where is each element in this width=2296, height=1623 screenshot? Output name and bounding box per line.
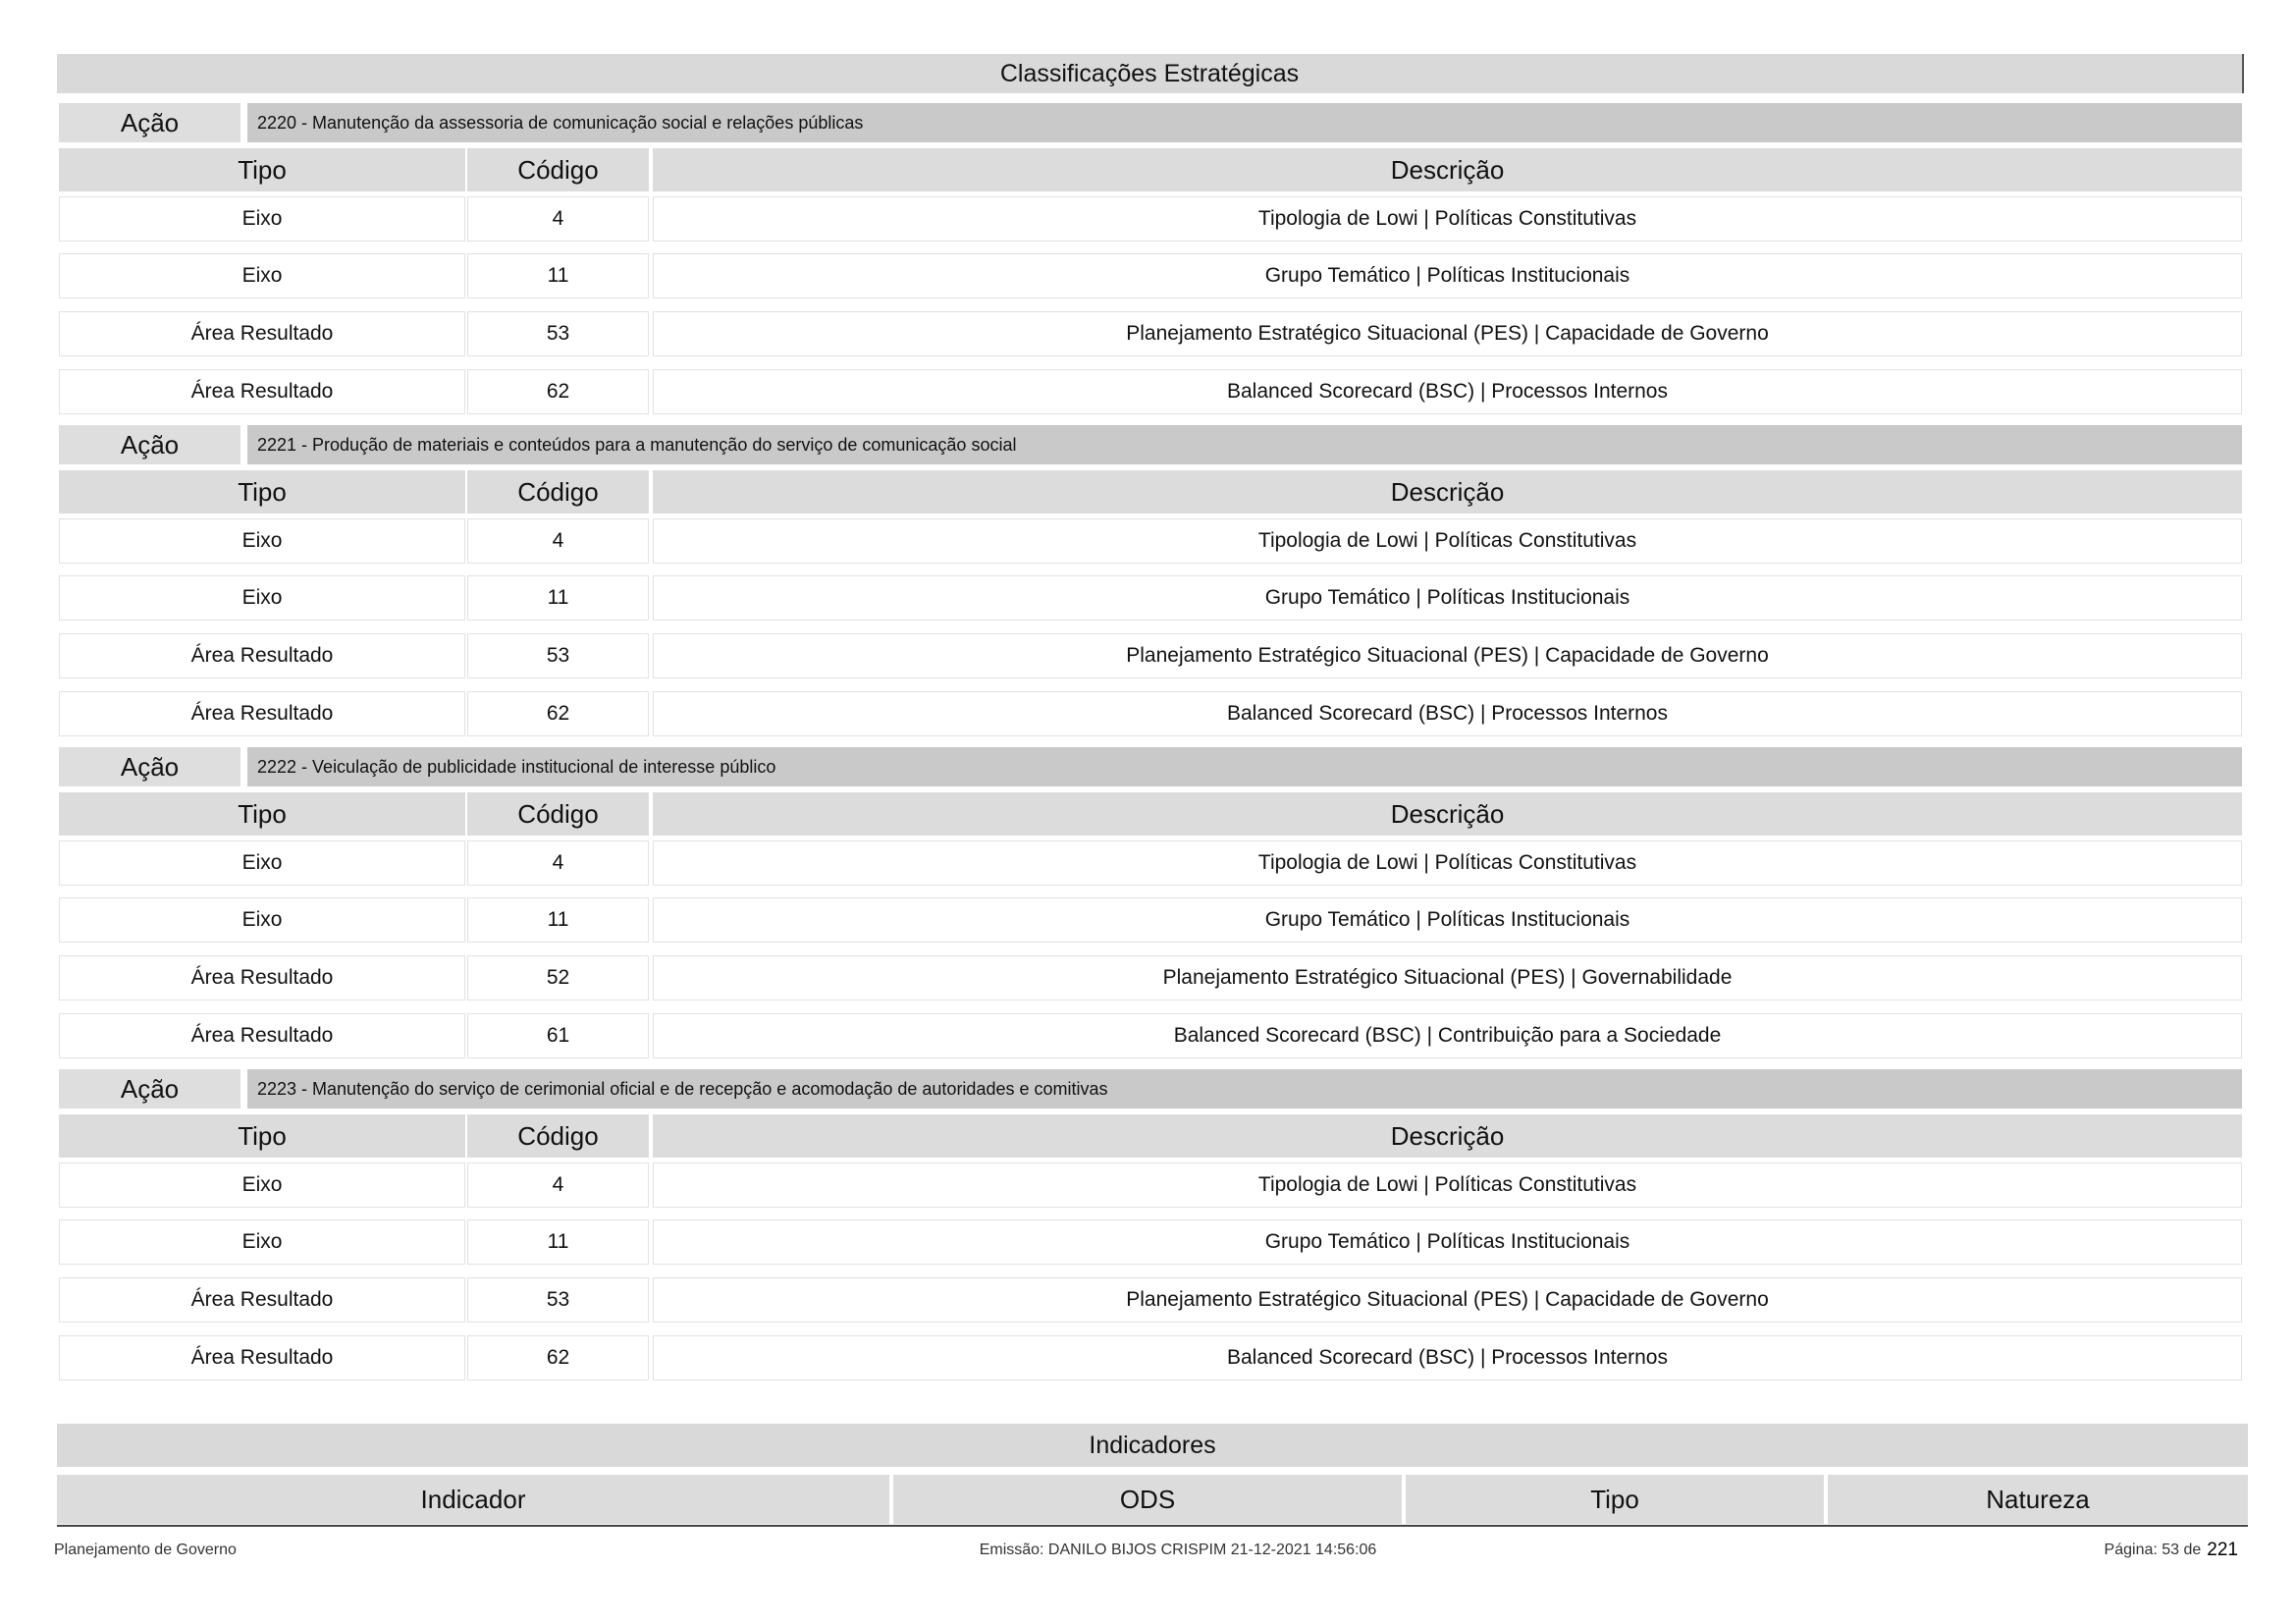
acao-label: Ação <box>59 103 240 142</box>
table-cell-codigo: 11 <box>467 575 649 621</box>
table-header-tipo: Tipo <box>59 148 465 191</box>
table-cell-descricao: Tipologia de Lowi | Políticas Constitutivas <box>653 196 2242 242</box>
table-cell-codigo: 52 <box>467 955 649 1001</box>
table-cell-descricao: Planejamento Estratégico Situacional (PES) | Capacidade de Governo <box>653 1277 2242 1323</box>
table-cell-descricao: Balanced Scorecard (BSC) | Processos Internos <box>653 691 2242 736</box>
table-cell-tipo: Área Resultado <box>59 1013 465 1058</box>
acao-title: 2220 - Manutenção da assessoria de comunicação social e relações públicas <box>247 103 2242 142</box>
table-header-descricao: Descrição <box>653 148 2242 191</box>
table-cell-codigo: 62 <box>467 369 649 414</box>
table-header-codigo: Código <box>467 1114 649 1158</box>
table-cell-tipo: Eixo <box>59 253 465 298</box>
table-header-tipo: Tipo <box>59 470 465 514</box>
section-title-indicadores: Indicadores <box>57 1424 2248 1467</box>
acao-title: 2222 - Veiculação de publicidade institucional de interesse público <box>247 747 2242 786</box>
table-cell-descricao: Grupo Temático | Políticas Institucionais <box>653 897 2242 943</box>
table-cell-codigo: 4 <box>467 1163 649 1208</box>
table-cell-tipo: Área Resultado <box>59 311 465 356</box>
table-header-codigo: Código <box>467 792 649 836</box>
table-cell-descricao: Tipologia de Lowi | Políticas Constitutivas <box>653 518 2242 564</box>
table-cell-descricao: Tipologia de Lowi | Políticas Constitutivas <box>653 1163 2242 1208</box>
table-cell-codigo: 62 <box>467 691 649 736</box>
footer-page-prefix: Página: 53 de <box>2104 1542 2202 1558</box>
table-header-tipo: Tipo <box>59 792 465 836</box>
indicadores-header-natureza: Natureza <box>1828 1475 2248 1524</box>
table-cell-tipo: Área Resultado <box>59 633 465 678</box>
table-cell-descricao: Balanced Scorecard (BSC) | Processos Internos <box>653 1335 2242 1380</box>
table-cell-tipo: Área Resultado <box>59 691 465 736</box>
table-cell-descricao: Balanced Scorecard (BSC) | Processos Internos <box>653 369 2242 414</box>
footer-divider <box>57 1525 2248 1527</box>
section-title-edge <box>2242 54 2244 93</box>
acao-label: Ação <box>59 747 240 786</box>
table-cell-codigo: 53 <box>467 311 649 356</box>
section-title-classificacoes: Classificações Estratégicas <box>57 54 2242 93</box>
table-cell-descricao: Planejamento Estratégico Situacional (PES) | Capacidade de Governo <box>653 633 2242 678</box>
table-cell-codigo: 53 <box>467 1277 649 1323</box>
table-cell-descricao: Tipologia de Lowi | Políticas Constitutivas <box>653 840 2242 886</box>
table-cell-tipo: Área Resultado <box>59 1335 465 1380</box>
table-cell-codigo: 4 <box>467 196 649 242</box>
acao-label: Ação <box>59 425 240 464</box>
table-cell-descricao: Grupo Temático | Políticas Institucionais <box>653 253 2242 298</box>
table-cell-descricao: Balanced Scorecard (BSC) | Contribuição para a Sociedade <box>653 1013 2242 1058</box>
footer-emissao: Emissão: DANILO BIJOS CRISPIM 21-12-2021 14:56:06 <box>979 1542 1377 1558</box>
table-cell-codigo: 11 <box>467 897 649 943</box>
table-cell-codigo: 53 <box>467 633 649 678</box>
table-cell-tipo: Área Resultado <box>59 955 465 1001</box>
table-cell-tipo: Eixo <box>59 518 465 564</box>
table-cell-descricao: Planejamento Estratégico Situacional (PES) | Governabilidade <box>653 955 2242 1001</box>
table-cell-descricao: Grupo Temático | Políticas Institucionais <box>653 1219 2242 1265</box>
table-cell-codigo: 62 <box>467 1335 649 1380</box>
table-header-descricao: Descrição <box>653 792 2242 836</box>
table-header-descricao: Descrição <box>653 1114 2242 1158</box>
indicadores-header-ods: ODS <box>893 1475 1402 1524</box>
table-cell-codigo: 61 <box>467 1013 649 1058</box>
acao-title: 2223 - Manutenção do serviço de cerimonial oficial e de recepção e acomodação de autoridades e comitivas <box>247 1069 2242 1109</box>
indicadores-header-tipo: Tipo <box>1406 1475 1824 1524</box>
table-cell-tipo: Eixo <box>59 1163 465 1208</box>
table-cell-tipo: Eixo <box>59 575 465 621</box>
table-header-descricao: Descrição <box>653 470 2242 514</box>
table-cell-codigo: 4 <box>467 840 649 886</box>
table-cell-codigo: 11 <box>467 1219 649 1265</box>
acao-title: 2221 - Produção de materiais e conteúdos para a manutenção do serviço de comunicação social <box>247 425 2242 464</box>
table-cell-codigo: 11 <box>467 253 649 298</box>
table-header-codigo: Código <box>467 470 649 514</box>
table-cell-tipo: Eixo <box>59 897 465 943</box>
table-cell-tipo: Área Resultado <box>59 369 465 414</box>
table-cell-tipo: Eixo <box>59 840 465 886</box>
footer-pagination <box>1904 1538 2238 1563</box>
footer-page-total: 221 <box>2207 1540 2238 1560</box>
table-cell-descricao: Planejamento Estratégico Situacional (PES) | Capacidade de Governo <box>653 311 2242 356</box>
indicadores-header-indicador: Indicador <box>57 1475 889 1524</box>
table-cell-tipo: Área Resultado <box>59 1277 465 1323</box>
table-header-codigo: Código <box>467 148 649 191</box>
table-cell-descricao: Grupo Temático | Políticas Institucionais <box>653 575 2242 621</box>
table-header-tipo: Tipo <box>59 1114 465 1158</box>
footer-left: Planejamento de Governo <box>54 1542 237 1558</box>
acao-label: Ação <box>59 1069 240 1109</box>
table-cell-codigo: 4 <box>467 518 649 564</box>
table-cell-tipo: Eixo <box>59 1219 465 1265</box>
table-cell-tipo: Eixo <box>59 196 465 242</box>
